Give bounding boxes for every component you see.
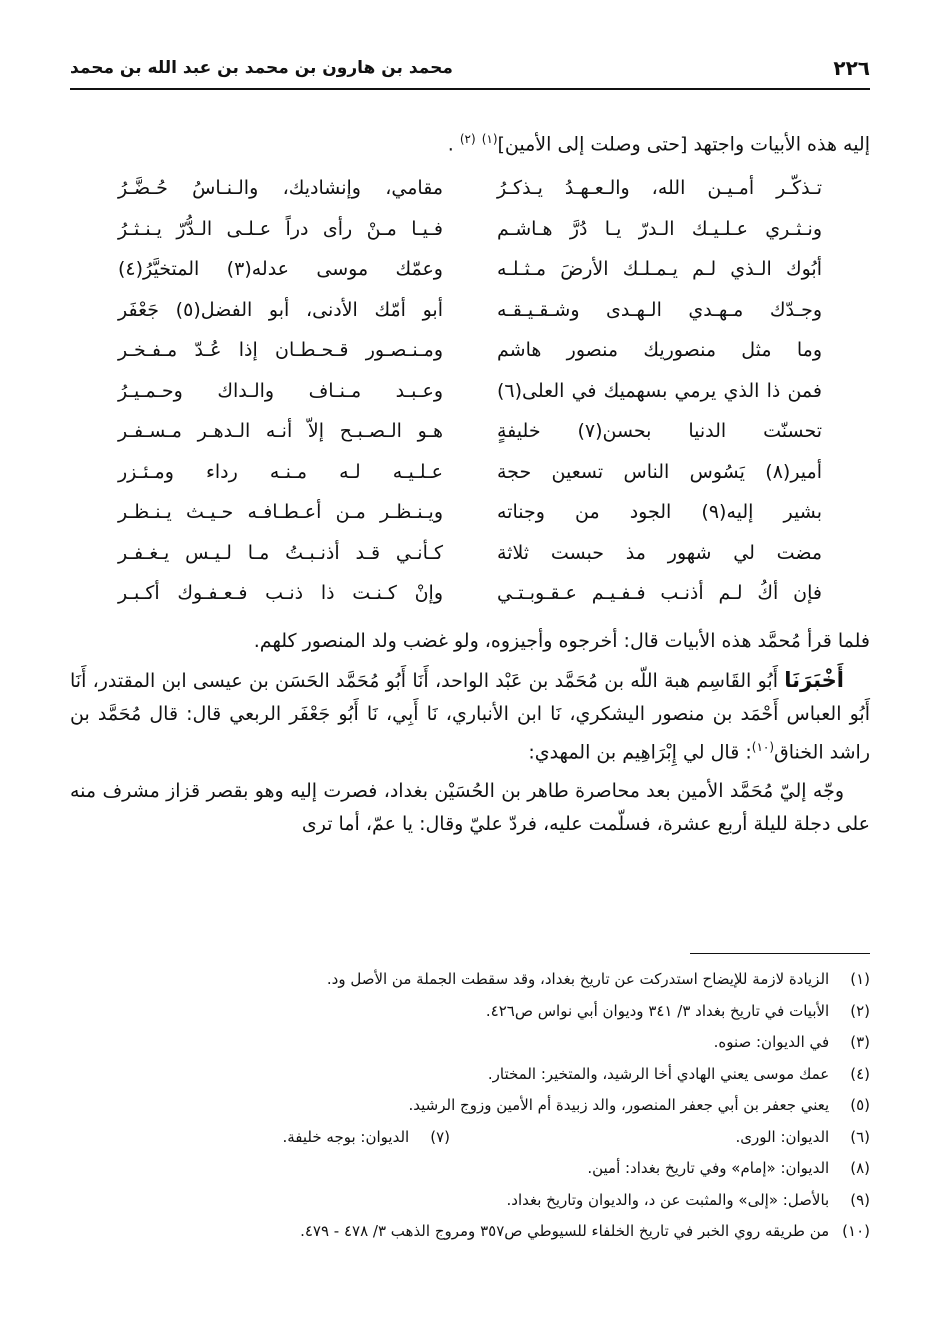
footnote-number: (٧): [430, 1127, 450, 1146]
footnote-list: [70, 964, 870, 1248]
verse-second-hemistich: ويـنـظـر مـن أعـطـافـه حـيـث يـنـظـر: [118, 501, 443, 524]
verse: [70, 173, 870, 214]
footnote-ref-1: (١): [481, 132, 498, 146]
footnote: [70, 964, 870, 996]
chain-text: أَبُو القَاسِم هبة اللّه بن مُحَمَّد بن عَبْد الواحد، أَنَا أَبُو مُحَمَّد الحَسَن بن عيسى ابن المقتدر، أَنَا أَبُو العباس أَحْمَد بن منصور اليشكري، نَا ابن الأنباري، نَا أَبِي، نَا أَبُو جَعْفَر الربعي قال: قال مُحَمَّد بن راشد الخناق: [70, 669, 870, 764]
footnote: [70, 1059, 870, 1091]
page-header: [70, 52, 870, 90]
verse-first-hemistich: أبُوك الـذي لـم يـمـلـك الأرضَ مـثـلـه: [497, 258, 822, 281]
prose-paragraph-1: فلما قرأ مُحمَّد هذه الأبيات قال: أخرجوه وأجيزوه، ولو غضب ولد المنصور كلهم.: [253, 629, 870, 652]
footnote-number: (٩): [850, 1190, 870, 1209]
verse-first-hemistich: فإن أكُ لـم أذنـب فـفـيـم عـقـوبـتـي: [497, 582, 822, 605]
poem: [70, 173, 870, 619]
footnote-text: عمك موسى يعني الهادي أخا الرشيد، والمتخير: المختار.: [487, 1064, 830, 1083]
prose-paragraph-3: وجّه إليّ مُحَمَّد الأمين بعد محاصرة طاهر بن الحُسَيْن بغداد، فصرت إليه وهو بقصر قزاز مشرف منه على دجلة لليلة أربع عشرة، فسلّمت عليه، فردّ عليّ وقال: يا عمّ، أما ترى: [70, 780, 870, 836]
verse: [70, 538, 870, 579]
verse: [70, 457, 870, 498]
verse-second-hemistich: هـو الـصـبـح إلاّ أنـه الـدهـر مـسـفـر: [118, 420, 443, 443]
footnote-text: يعني جعفر بن أبي جعفر المنصور، والد زبيدة أم الأمين وزوج الرشيد.: [408, 1096, 830, 1114]
verse: [70, 497, 870, 538]
verse: [70, 335, 870, 376]
chain-tail: : قال لي إِبْرَاهِيم بن المهدي:: [528, 741, 752, 764]
footnote-text: الأبيات في تاريخ بغداد ٣/ ٣٤١ وديوان أبي نواس ص٤٢٦.: [485, 1001, 830, 1020]
footnote-text: الديوان: «إمام» وفي تاريخ بغداد: أمين.: [587, 1159, 830, 1177]
footnote: [70, 1027, 870, 1059]
footnote-text: بالأصل: «إلى» والمثبت عن د، والديوان وتاريخ بغداد.: [506, 1190, 830, 1209]
verse: [70, 416, 870, 457]
verse-first-hemistich: تـذكّـر أمـيـن الله، والـعـهـدُ يـذكـرُ: [497, 177, 822, 200]
verse-first-hemistich: تحسنّت الدنيا بحسن(٧) خليفةٍ: [497, 420, 822, 443]
verse: [70, 295, 870, 336]
prose-paragraph-2: [70, 664, 870, 769]
footnote: [70, 1185, 870, 1217]
footnote-number: (٥): [850, 1096, 870, 1114]
footnote-number: (١): [850, 970, 870, 988]
verse-second-hemistich: كـأنـي قـد أذنـبـتُ مـا لـيـس يـغـفـر: [118, 541, 443, 564]
verse-second-hemistich: وإنْ كـنـت ذا ذنـب فـعـفـوك أكـبـر: [118, 582, 443, 605]
verse-first-hemistich: وما مثل منصوريك منصور هاشم: [497, 339, 822, 362]
footnote-number: (٢): [850, 1001, 870, 1020]
verse-second-hemistich: ومـنـصـور قـحـطـان إذا عُـدّ مـفـخـر: [118, 339, 443, 362]
footnote-number: (٦): [850, 1127, 870, 1146]
footnote: [70, 996, 870, 1028]
footnote-text: الديوان: بوجه خليفة.: [282, 1127, 410, 1146]
intro-end: .: [447, 133, 454, 156]
verse-first-hemistich: فمن ذا الذي يرمي بسهميك في العلى(٦): [497, 379, 822, 402]
intro-line: [70, 120, 870, 163]
footnote: [70, 1216, 870, 1248]
verse-second-hemistich: وعـبـد مـنـاف والـداك وحـمـيـرُ: [118, 379, 443, 402]
footnote: [70, 1153, 870, 1185]
verse-first-hemistich: ونـثـري عـلـيـك الـدرّ يـا دُرَّ هـاشـم: [497, 217, 822, 240]
verse-first-hemistich: وجـدّك مـهـدي الـهـدى وشـقـيـقـه: [497, 298, 822, 321]
verse-second-hemistich: أبو أمّك الأدنى، أبو الفضل(٥) جَعْفَر: [118, 298, 443, 321]
footnote-number: (٤): [850, 1064, 870, 1083]
footnote-number: (٣): [850, 1033, 870, 1051]
footnotes: [70, 953, 870, 1248]
page-number: ٢٢٦: [833, 56, 870, 80]
chain-lead-word: أَخْبَرَنَا: [784, 667, 844, 692]
verse-first-hemistich: بشير إليه(٩) الجود من وجناته: [497, 501, 822, 524]
footnote-ref-2: (٢): [459, 132, 476, 146]
footnote: [70, 1090, 870, 1122]
verse: [70, 214, 870, 255]
intro-text: إليه هذه الأبيات واجتهد [حتى وصلت إلى الأمين]: [497, 133, 870, 156]
footnote-text: في الديوان: صنوه.: [713, 1033, 830, 1051]
main-text: [70, 120, 870, 841]
verse-second-hemistich: وعمّك موسى عدله(٣) المتخيَّرُ(٤): [118, 258, 443, 281]
verse-second-hemistich: مقامي، وإنشاديك، والـنـاسُ حُـضَّـرُ: [118, 177, 443, 200]
footnote-text: الديوان: الورى.: [735, 1127, 830, 1146]
verse: [70, 376, 870, 417]
footnote-text: الزيادة لازمة للإيضاح استدركت عن تاريخ بغداد، وقد سقطت الجملة من الأصل ود.: [326, 970, 830, 988]
verse-second-hemistich: عـلـيـه لـه مـنـه رداء ومـئـزر: [118, 460, 443, 483]
verse-second-hemistich: فـيـا مـنْ رأى دراً عـلـى الـدُّرّ يـنـثـرُ: [118, 217, 443, 240]
footnote-text: من طريقه روي الخبر في تاريخ الخلفاء للسيوطي ص٣٥٧ ومروج الذهب ٣/ ٤٧٨ - ٤٧٩.: [300, 1222, 830, 1240]
footnote-ref-10: (١٠): [751, 739, 775, 754]
verse-first-hemistich: أمير(٨) يَسُوس الناس تسعين حجة: [497, 460, 822, 483]
verse-first-hemistich: مضت لي شهور مذ حبست ثلاثة: [497, 541, 822, 564]
verse: [70, 578, 870, 619]
footnote-number: (٨): [850, 1159, 870, 1177]
footnote-separator: [690, 953, 870, 954]
verse: [70, 254, 870, 295]
footnote-inline-second: [283, 1122, 451, 1154]
footnote: [70, 1122, 870, 1154]
footnote-number: (١٠): [842, 1222, 870, 1240]
running-title: محمد بن هارون بن محمد بن عبد الله بن محمد: [70, 58, 453, 78]
